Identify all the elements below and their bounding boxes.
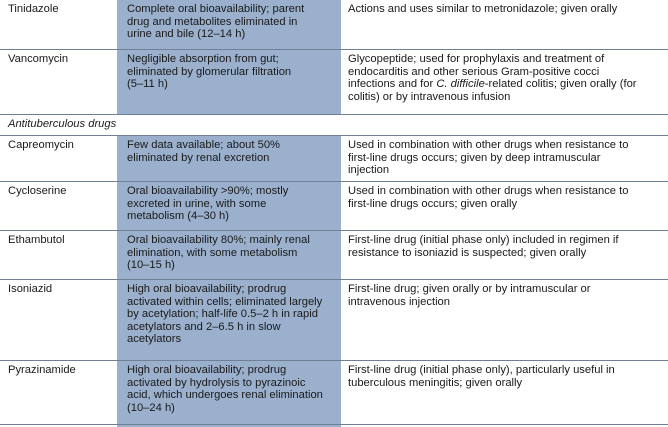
table-row bbox=[0, 361, 668, 427]
table-row bbox=[0, 136, 668, 181]
drug-name: Tinidazole bbox=[8, 3, 59, 15]
notes-cell: First-line drug (initial phase only) included in regimen if resistance to isoniazid is suspected; given orally bbox=[348, 234, 619, 259]
table-row bbox=[0, 280, 668, 360]
drug-name: Isoniazid bbox=[8, 283, 53, 295]
notes-cell: First-line drug (initial phase only), particularly useful in tuberculous meningitis; given orally bbox=[348, 364, 615, 389]
notes-cell: Used in combination with other drugs when resistance to first-line drugs occurs; given orally bbox=[348, 185, 629, 210]
row-divider bbox=[0, 424, 668, 425]
pharmacokinetics-cell: Few data available; about 50% eliminated by renal excretion bbox=[127, 139, 280, 164]
drug-name: Ethambutol bbox=[8, 234, 65, 246]
drug-name: Capreomycin bbox=[8, 139, 74, 151]
notes-cell: Actions and uses similar to metronidazole; given orally bbox=[348, 3, 618, 15]
table-row bbox=[0, 231, 668, 279]
notes-cell: First-line drug; given orally or by intramuscular or intravenous injection bbox=[348, 283, 591, 308]
pharmacokinetics-cell: Oral bioavailability 80%; mainly renal elimination, with some metabolism (10–15 h) bbox=[127, 234, 310, 272]
table-row bbox=[0, 182, 668, 230]
pharmacokinetics-cell: High oral bioavailability; prodrug activated by hydrolysis to pyrazinoic acid, which undergoes renal elimination (10–24 h) bbox=[127, 364, 323, 414]
pharmacokinetics-cell: High oral bioavailability; prodrug activated within cells; eliminated largely by acetylation; half-life 0.5–2 h in rapid acetylators and 2–6.5 h in slow acetylators bbox=[127, 283, 323, 346]
table-row bbox=[0, 0, 668, 49]
pharmacokinetics-cell: Oral bioavailability >90%; mostly excreted in urine, with some metabolism (4–30 h) bbox=[127, 185, 289, 223]
pharmacokinetics-cell: Complete oral bioavailability; parent drug and metabolites eliminated in urine and bile (12–14 h) bbox=[127, 3, 305, 41]
drug-name: Pyrazinamide bbox=[8, 364, 76, 376]
notes-cell: Used in combination with other drugs when resistance to first-line drugs occurs; given by deep intramuscular injection bbox=[348, 139, 629, 177]
notes-cell: Glycopeptide; used for prophylaxis and treatment of endocarditis and other serious Gram-positive cocci infections and for C. difficile-related colitis; given orally (for colitis) or by intravenous infusion bbox=[348, 53, 637, 103]
section-title: Antituberculous drugs bbox=[8, 118, 117, 130]
notes-line-italic: infections and for C. difficile-related colitis; given orally (for bbox=[348, 78, 637, 91]
table-row bbox=[0, 50, 668, 114]
drug-name: Vancomycin bbox=[8, 53, 69, 65]
pharmacokinetics-cell: Negligible absorption from gut; eliminated by glomerular filtration (5–11 h) bbox=[127, 53, 292, 91]
drug-name: Cycloserine bbox=[8, 185, 67, 197]
